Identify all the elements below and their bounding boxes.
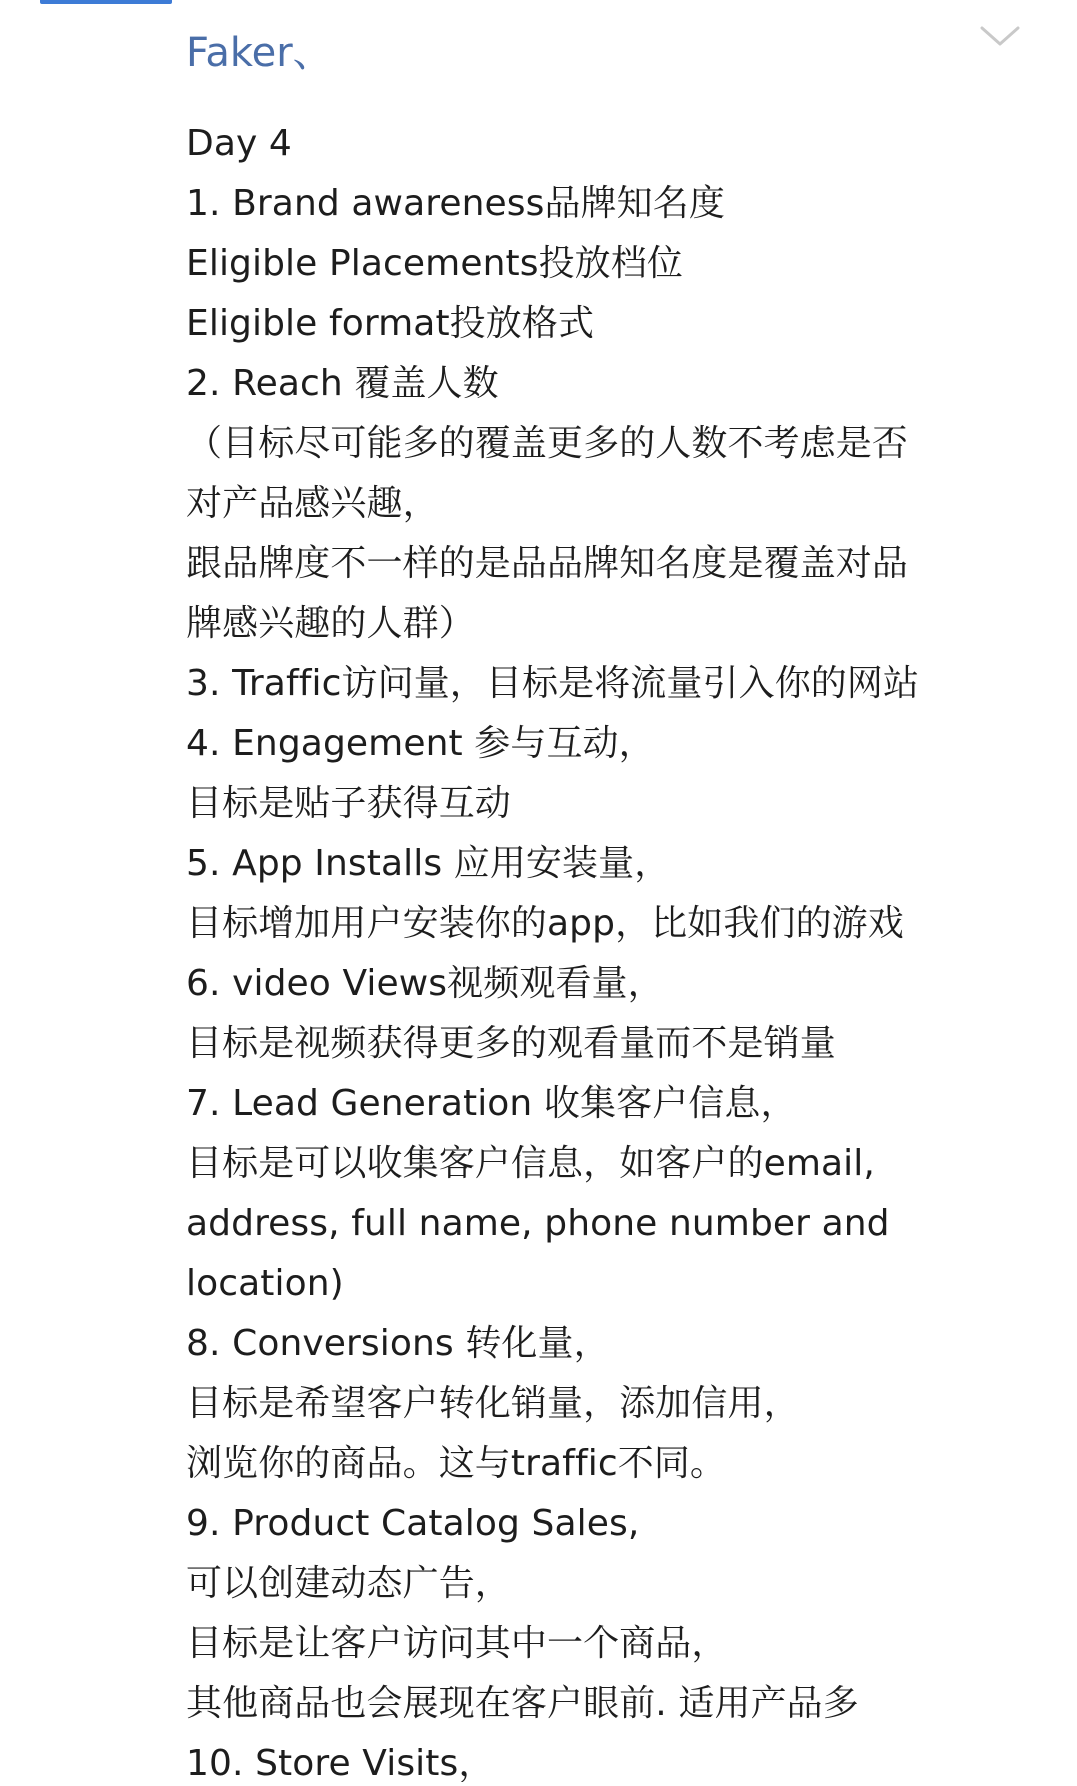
content-line: 8. Conversions 转化量， <box>186 1323 610 1364</box>
content-line: 跟品牌度不一样的是品品牌知名度是覆盖对品 <box>186 543 909 584</box>
content-line: Eligible format投放格式 <box>186 303 595 344</box>
content-line: 2. Reach 覆盖人数 <box>186 363 499 404</box>
content-line: 目标是贴子获得互动 <box>186 783 511 824</box>
content-line: 浏览你的商品。这与traffic不同。 <box>186 1443 727 1484</box>
content-line: 对产品感兴趣， <box>186 483 439 524</box>
content-line: 3. Traffic访问量，目标是将流量引入你的网站 <box>186 663 920 704</box>
post-content <box>186 114 1046 1782</box>
content-line: 目标增加用户安装你的app，比如我们的游戏 <box>186 903 904 944</box>
content-line: 1. Brand awareness品牌知名度 <box>186 183 725 224</box>
content-line: 4. Engagement 参与互动， <box>186 723 655 764</box>
content-line: 9. Product Catalog Sales, <box>186 1503 640 1544</box>
content-line: 牌感兴趣的人群） <box>186 603 475 644</box>
top-accent-bar <box>40 0 172 4</box>
author-name[interactable]: Faker、 <box>186 30 333 76</box>
content-line: 可以创建动态广告， <box>186 1563 511 1604</box>
content-line: address, full name, phone number and <box>186 1203 890 1244</box>
content-line: 6. video Views视频观看量， <box>186 963 664 1004</box>
content-line: （目标尽可能多的覆盖更多的人数不考虑是否 <box>186 423 909 464</box>
content-line: location) <box>186 1263 344 1304</box>
content-line: 目标是希望客户转化销量，添加信用， <box>186 1383 800 1424</box>
content-line: 目标是视频获得更多的观看量而不是销量 <box>186 1023 836 1064</box>
content-line: 其他商品也会展现在客户眼前. 适用产品多 <box>186 1683 859 1724</box>
post-card <box>186 22 1046 1782</box>
content-line: 目标是让客户访问其中一个商品， <box>186 1623 728 1664</box>
content-line: 目标是可以收集客户信息，如客户的email, <box>186 1143 875 1184</box>
content-line: Day 4 <box>186 123 292 164</box>
content-line: 7. Lead Generation 收集客户信息， <box>186 1083 797 1124</box>
content-line: 5. App Installs 应用安装量， <box>186 843 671 884</box>
content-line: Eligible Placements投放档位 <box>186 243 683 284</box>
content-line: 10. Store Visits， <box>186 1743 495 1782</box>
